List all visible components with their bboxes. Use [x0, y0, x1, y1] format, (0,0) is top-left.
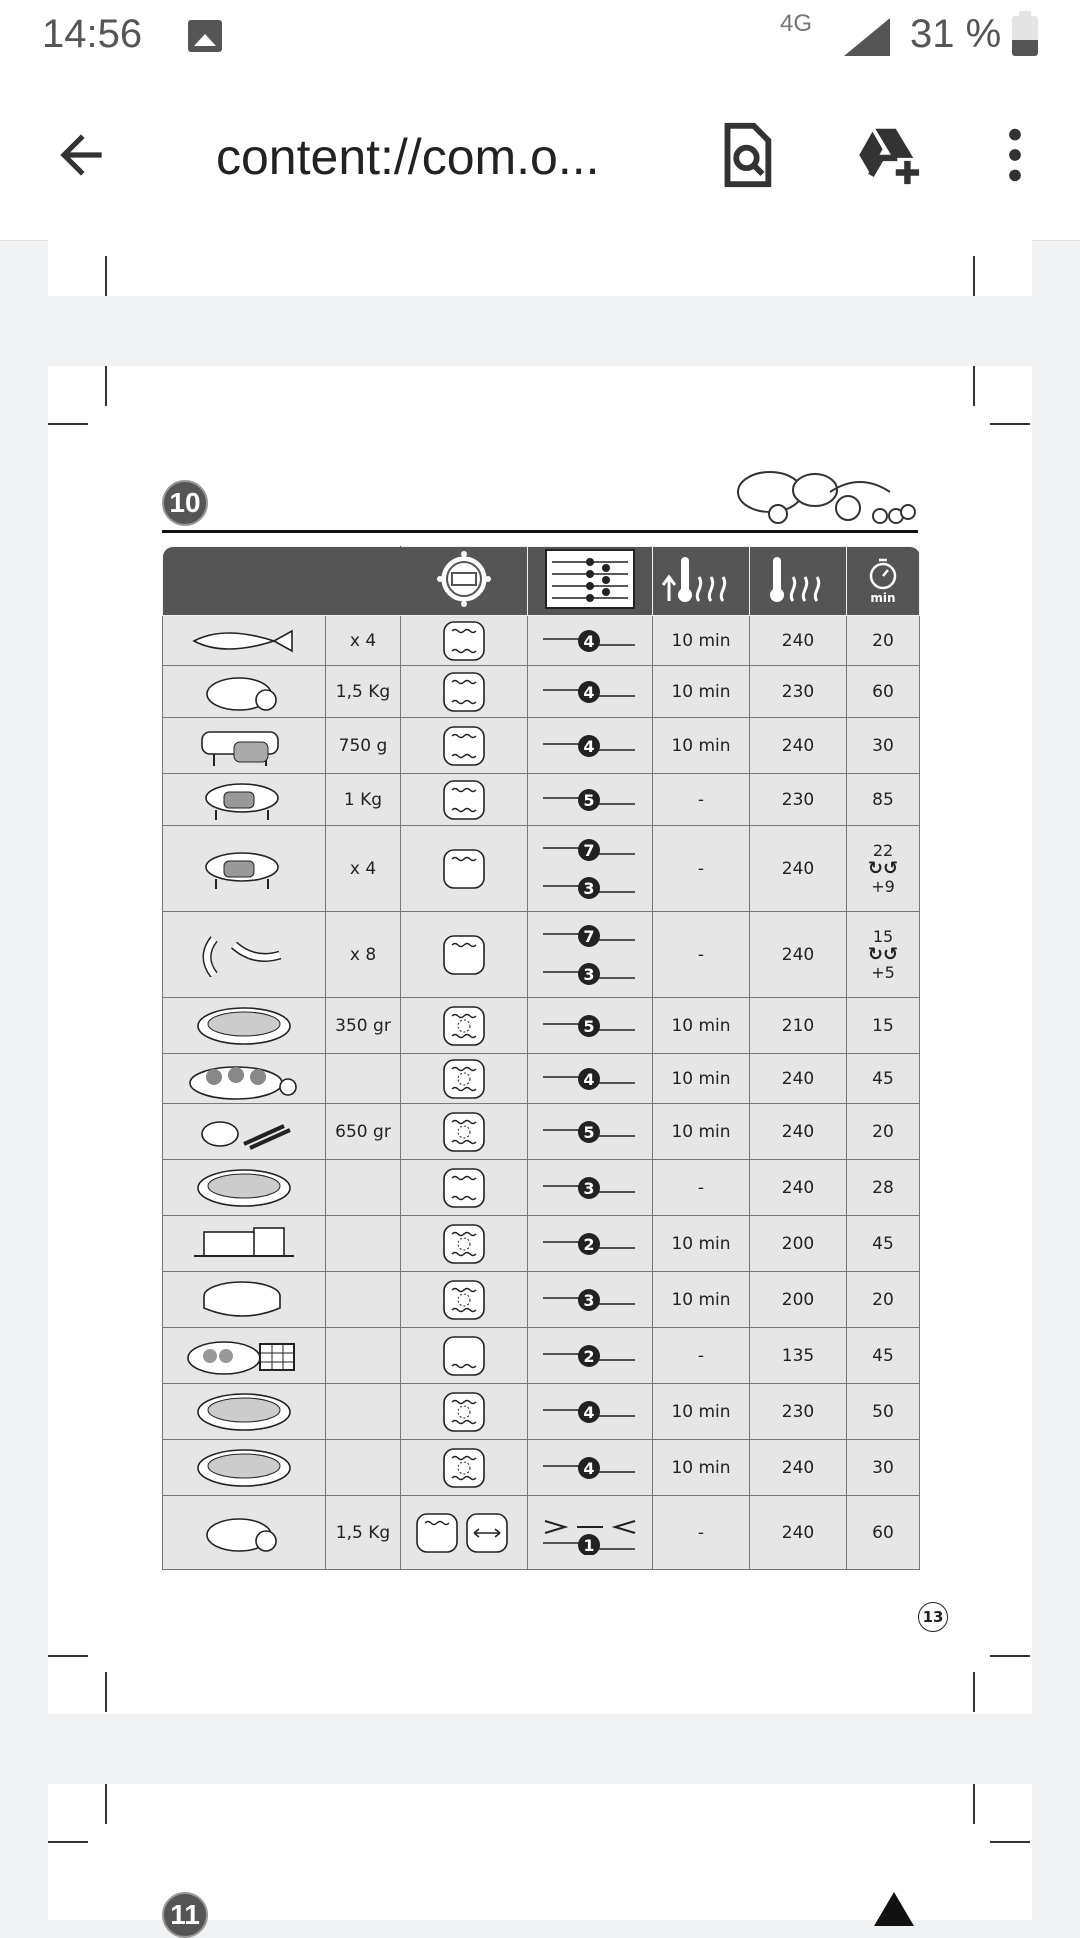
table-header-row [163, 547, 920, 616]
oven-mode-top-icon [441, 847, 487, 891]
quantity-cell [326, 1440, 401, 1496]
muffins-icon [184, 1334, 304, 1378]
turn-over-icon: ↻↺ [867, 857, 899, 879]
temperature-cell: 240 [750, 1440, 847, 1496]
preheat-cell: 10 min [653, 718, 750, 774]
table-row [163, 718, 920, 774]
image-notification-icon [188, 20, 222, 52]
table-row [163, 1054, 920, 1104]
time-cell: 20 [847, 1104, 920, 1160]
oven-mode-icon [432, 551, 496, 607]
svg-text:4: 4 [583, 1402, 595, 1422]
previous-page [48, 240, 1032, 296]
preheat-cell: - [653, 912, 750, 998]
svg-text:5: 5 [583, 1016, 595, 1036]
quantity-cell: 650 gr [326, 1104, 401, 1160]
preheat-cell: 10 min [653, 666, 750, 718]
beef-icon [184, 724, 304, 768]
quantity-cell [326, 1054, 401, 1104]
shelf-level-icon [537, 619, 643, 663]
battery-percent: 31 % [910, 12, 1002, 56]
svg-text:7: 7 [583, 840, 595, 860]
oven-mode-fan-icon [441, 1004, 487, 1048]
mode-cell [401, 826, 528, 912]
battery-icon [1012, 16, 1038, 56]
food-cell [163, 774, 326, 826]
mode-cell [401, 1054, 528, 1104]
next-chapter-number: 11 [162, 1892, 208, 1938]
time-cell: 45 [847, 1328, 920, 1384]
extra-time-value: +5 [871, 962, 895, 982]
app-bar [0, 72, 1080, 241]
header-time [847, 547, 920, 616]
time-cell: 60 [847, 666, 920, 718]
svg-text:2: 2 [583, 1234, 595, 1254]
shelf-level-icon [537, 1511, 643, 1555]
oven-mode-fan-icon [441, 1110, 487, 1154]
quantity-cell [326, 1384, 401, 1440]
table-row [163, 998, 920, 1054]
quantity-cell: 1 Kg [326, 774, 401, 826]
shelf-cell [528, 1384, 653, 1440]
cheesecake-icon [184, 1278, 304, 1322]
quantity-cell: 750 g [326, 718, 401, 774]
mode-cell [401, 616, 528, 666]
time-cell: 85 [847, 774, 920, 826]
time-cell [847, 826, 920, 912]
oven-mode-top-icon [441, 933, 487, 977]
table-row [163, 1216, 920, 1272]
shelf-cell [528, 718, 653, 774]
pork-ribs-icon [184, 847, 304, 891]
table-row [163, 666, 920, 718]
sausages-icon [184, 933, 304, 977]
oven-mode-top-bottom-icon [441, 778, 487, 822]
quantity-cell: 350 gr [326, 998, 401, 1054]
status-bar [0, 0, 1080, 72]
quantity-cell [326, 1328, 401, 1384]
table-row [163, 1440, 920, 1496]
cooking-table [162, 546, 920, 1570]
svg-text:2: 2 [583, 1346, 595, 1366]
header-temperature [750, 547, 847, 616]
food-cell [163, 826, 326, 912]
svg-text:7: 7 [583, 926, 595, 946]
shelf-cell [528, 912, 653, 998]
mode-cell [401, 1384, 528, 1440]
food-cell [163, 1384, 326, 1440]
table-row [163, 616, 920, 666]
svg-text:5: 5 [583, 790, 595, 810]
time-cell: 50 [847, 1384, 920, 1440]
mode-cell [401, 718, 528, 774]
timer-unit: min [870, 591, 896, 605]
time-value: 15 [872, 926, 894, 946]
food-cell [163, 1160, 326, 1216]
quantity-cell [326, 1160, 401, 1216]
shelf-cell [528, 1496, 653, 1570]
mode-cell [401, 1160, 528, 1216]
header-shelf [528, 547, 653, 616]
mode-cell [401, 912, 528, 998]
table-row [163, 1104, 920, 1160]
food-cell [163, 912, 326, 998]
frozen-fries-icon [184, 1110, 304, 1154]
shelf-level-icon [537, 724, 643, 768]
shelf-level-icon [537, 832, 643, 906]
preheat-cell: - [653, 774, 750, 826]
header-food [163, 547, 401, 616]
svg-text:4: 4 [583, 631, 595, 651]
document-uri-title: content://com.o... [216, 129, 600, 185]
svg-text:4: 4 [583, 682, 595, 702]
temperature-cell: 240 [750, 826, 847, 912]
preheat-cell: - [653, 826, 750, 912]
temperature-cell: 210 [750, 998, 847, 1054]
food-cell [163, 1216, 326, 1272]
temperature-cell: 240 [750, 616, 847, 666]
shelf-cell [528, 1104, 653, 1160]
preheat-cell: 10 min [653, 1216, 750, 1272]
food-cell [163, 1104, 326, 1160]
shelf-level-icon [537, 1334, 643, 1378]
food-cell [163, 1496, 326, 1570]
mode-cell [401, 1104, 528, 1160]
shelf-cell [528, 774, 653, 826]
temperature-cell: 200 [750, 1216, 847, 1272]
shelf-cell [528, 666, 653, 718]
svg-text:4: 4 [583, 1458, 595, 1478]
mode-cell [401, 1496, 528, 1570]
food-cell [163, 998, 326, 1054]
shelf-level-icon [537, 1390, 643, 1434]
header-preheat [653, 547, 750, 616]
oven-mode-fan-icon [441, 1390, 487, 1434]
shelf-level-icon [537, 1004, 643, 1048]
quantity-cell [326, 1272, 401, 1328]
shelf-cell [528, 1440, 653, 1496]
table-row [163, 826, 920, 912]
chicken-icon [184, 670, 304, 714]
preheat-cell: 10 min [653, 1384, 750, 1440]
oven-mode-fan-icon [441, 1222, 487, 1266]
preheat-cell: 10 min [653, 616, 750, 666]
stuffed-tomatoes-icon [184, 1057, 304, 1101]
mode-cell [401, 1440, 528, 1496]
time-cell: 45 [847, 1216, 920, 1272]
time-cell: 30 [847, 718, 920, 774]
svg-text:1: 1 [583, 1535, 595, 1555]
quantity-cell: x 4 [326, 826, 401, 912]
shelf-cell [528, 998, 653, 1054]
shelf-cell [528, 1054, 653, 1104]
quantity-cell: 1,5 Kg [326, 1496, 401, 1570]
shelf-level-icon [537, 1110, 643, 1154]
food-cell [163, 616, 326, 666]
oven-mode-fan-icon [441, 1278, 487, 1322]
temperature-cell: 240 [750, 912, 847, 998]
table-row [163, 774, 920, 826]
preheat-cell: 10 min [653, 1104, 750, 1160]
mode-cell [401, 774, 528, 826]
svg-text:3: 3 [583, 878, 595, 898]
time-cell: 45 [847, 1054, 920, 1104]
table-row [163, 912, 920, 998]
svg-text:4: 4 [583, 736, 595, 756]
time-cell: 20 [847, 616, 920, 666]
mode-cell [401, 666, 528, 718]
back-arrow-icon[interactable] [50, 124, 112, 186]
table-row [163, 1328, 920, 1384]
search-document-icon[interactable] [710, 120, 780, 190]
preheat-icon [661, 551, 741, 607]
header-rule [162, 530, 918, 533]
shelf-cell [528, 1328, 653, 1384]
mode-cell [401, 1328, 528, 1384]
page-number: 13 [918, 1602, 948, 1632]
chicken-spit-icon [184, 1511, 304, 1555]
timer-icon [865, 557, 901, 591]
food-cell [163, 1272, 326, 1328]
food-cell [163, 1054, 326, 1104]
preheat-cell: 10 min [653, 998, 750, 1054]
temperature-cell: 230 [750, 666, 847, 718]
shelf-level-icon [537, 1166, 643, 1210]
food-cell [163, 718, 326, 774]
apple-tart-icon [184, 1166, 304, 1210]
oven-mode-top-rotisserie-icon [414, 1511, 514, 1555]
temperature-cell: 240 [750, 1160, 847, 1216]
food-cell [163, 666, 326, 718]
fish-icon [184, 619, 304, 663]
preheat-cell: 10 min [653, 1054, 750, 1104]
quiche-icon [184, 1390, 304, 1434]
quantity-cell: 1,5 Kg [326, 666, 401, 718]
table-row [163, 1496, 920, 1570]
food-cell [163, 1440, 326, 1496]
pizza-icon [184, 1446, 304, 1490]
temperature-icon [765, 551, 831, 607]
shelf-level-icon [537, 1278, 643, 1322]
table-row [163, 1384, 920, 1440]
oven-mode-top-bottom-icon [441, 619, 487, 663]
network-type: 4G [780, 10, 813, 37]
shelf-cell [528, 1160, 653, 1216]
temperature-cell: 240 [750, 1104, 847, 1160]
oven-mode-fan-icon [441, 1057, 487, 1101]
shelf-level-icon [537, 1222, 643, 1266]
time-cell: 60 [847, 1496, 920, 1570]
header-mode [401, 547, 528, 616]
svg-text:3: 3 [583, 964, 595, 984]
status-time: 14:56 [42, 12, 143, 56]
table-row [163, 1160, 920, 1216]
mode-cell [401, 1216, 528, 1272]
temperature-cell: 240 [750, 1496, 847, 1570]
time-cell: 30 [847, 1440, 920, 1496]
shelf-level-icon [537, 1446, 643, 1490]
oven-mode-bottom-icon [441, 1334, 487, 1378]
oven-mode-fan-icon [441, 1446, 487, 1490]
food-cell [163, 1328, 326, 1384]
temperature-cell: 240 [750, 1054, 847, 1104]
temperature-cell: 230 [750, 1384, 847, 1440]
pork-roast-icon [184, 778, 304, 822]
time-cell [847, 912, 920, 998]
vegetables-icon [730, 462, 926, 528]
chapter-number: 10 [162, 480, 208, 526]
shelf-level-icon [537, 778, 643, 822]
table-row [163, 1272, 920, 1328]
shelf-level-icon [537, 670, 643, 714]
shelf-cell [528, 616, 653, 666]
shelf-level-icon [537, 918, 643, 992]
shelf-cell [528, 1272, 653, 1328]
temperature-cell: 135 [750, 1328, 847, 1384]
mode-cell [401, 1272, 528, 1328]
frozen-pizza-icon [184, 1004, 304, 1048]
preheat-cell: 10 min [653, 1440, 750, 1496]
quantity-cell: x 8 [326, 912, 401, 998]
oven-mode-top-bottom-icon [441, 724, 487, 768]
shelf-cell [528, 826, 653, 912]
warning-icon [874, 1892, 914, 1926]
time-cell: 15 [847, 998, 920, 1054]
time-cell: 28 [847, 1160, 920, 1216]
shelf-level-icon [544, 548, 636, 610]
shelf-cell [528, 1216, 653, 1272]
oven-mode-top-bottom-icon [441, 1166, 487, 1210]
svg-text:3: 3 [583, 1178, 595, 1198]
svg-text:5: 5 [583, 1122, 595, 1142]
preheat-cell: - [653, 1496, 750, 1570]
temperature-cell: 230 [750, 774, 847, 826]
oven-mode-top-bottom-icon [441, 670, 487, 714]
temperature-cell: 200 [750, 1272, 847, 1328]
cake-icon [184, 1222, 304, 1266]
extra-time-value: +9 [871, 876, 895, 896]
turn-over-icon: ↻↺ [867, 943, 899, 965]
time-cell: 20 [847, 1272, 920, 1328]
temperature-cell: 240 [750, 718, 847, 774]
signal-icon [844, 18, 890, 56]
mode-cell [401, 998, 528, 1054]
svg-text:3: 3 [583, 1290, 595, 1310]
shelf-level-icon [537, 1057, 643, 1101]
quantity-cell: x 4 [326, 616, 401, 666]
google-drive-add-icon[interactable] [852, 120, 922, 190]
preheat-cell: - [653, 1328, 750, 1384]
preheat-cell: - [653, 1160, 750, 1216]
more-vert-icon[interactable] [980, 120, 1050, 190]
time-value: 22 [872, 840, 894, 860]
preheat-cell: 10 min [653, 1272, 750, 1328]
quantity-cell [326, 1216, 401, 1272]
svg-text:4: 4 [583, 1069, 595, 1089]
